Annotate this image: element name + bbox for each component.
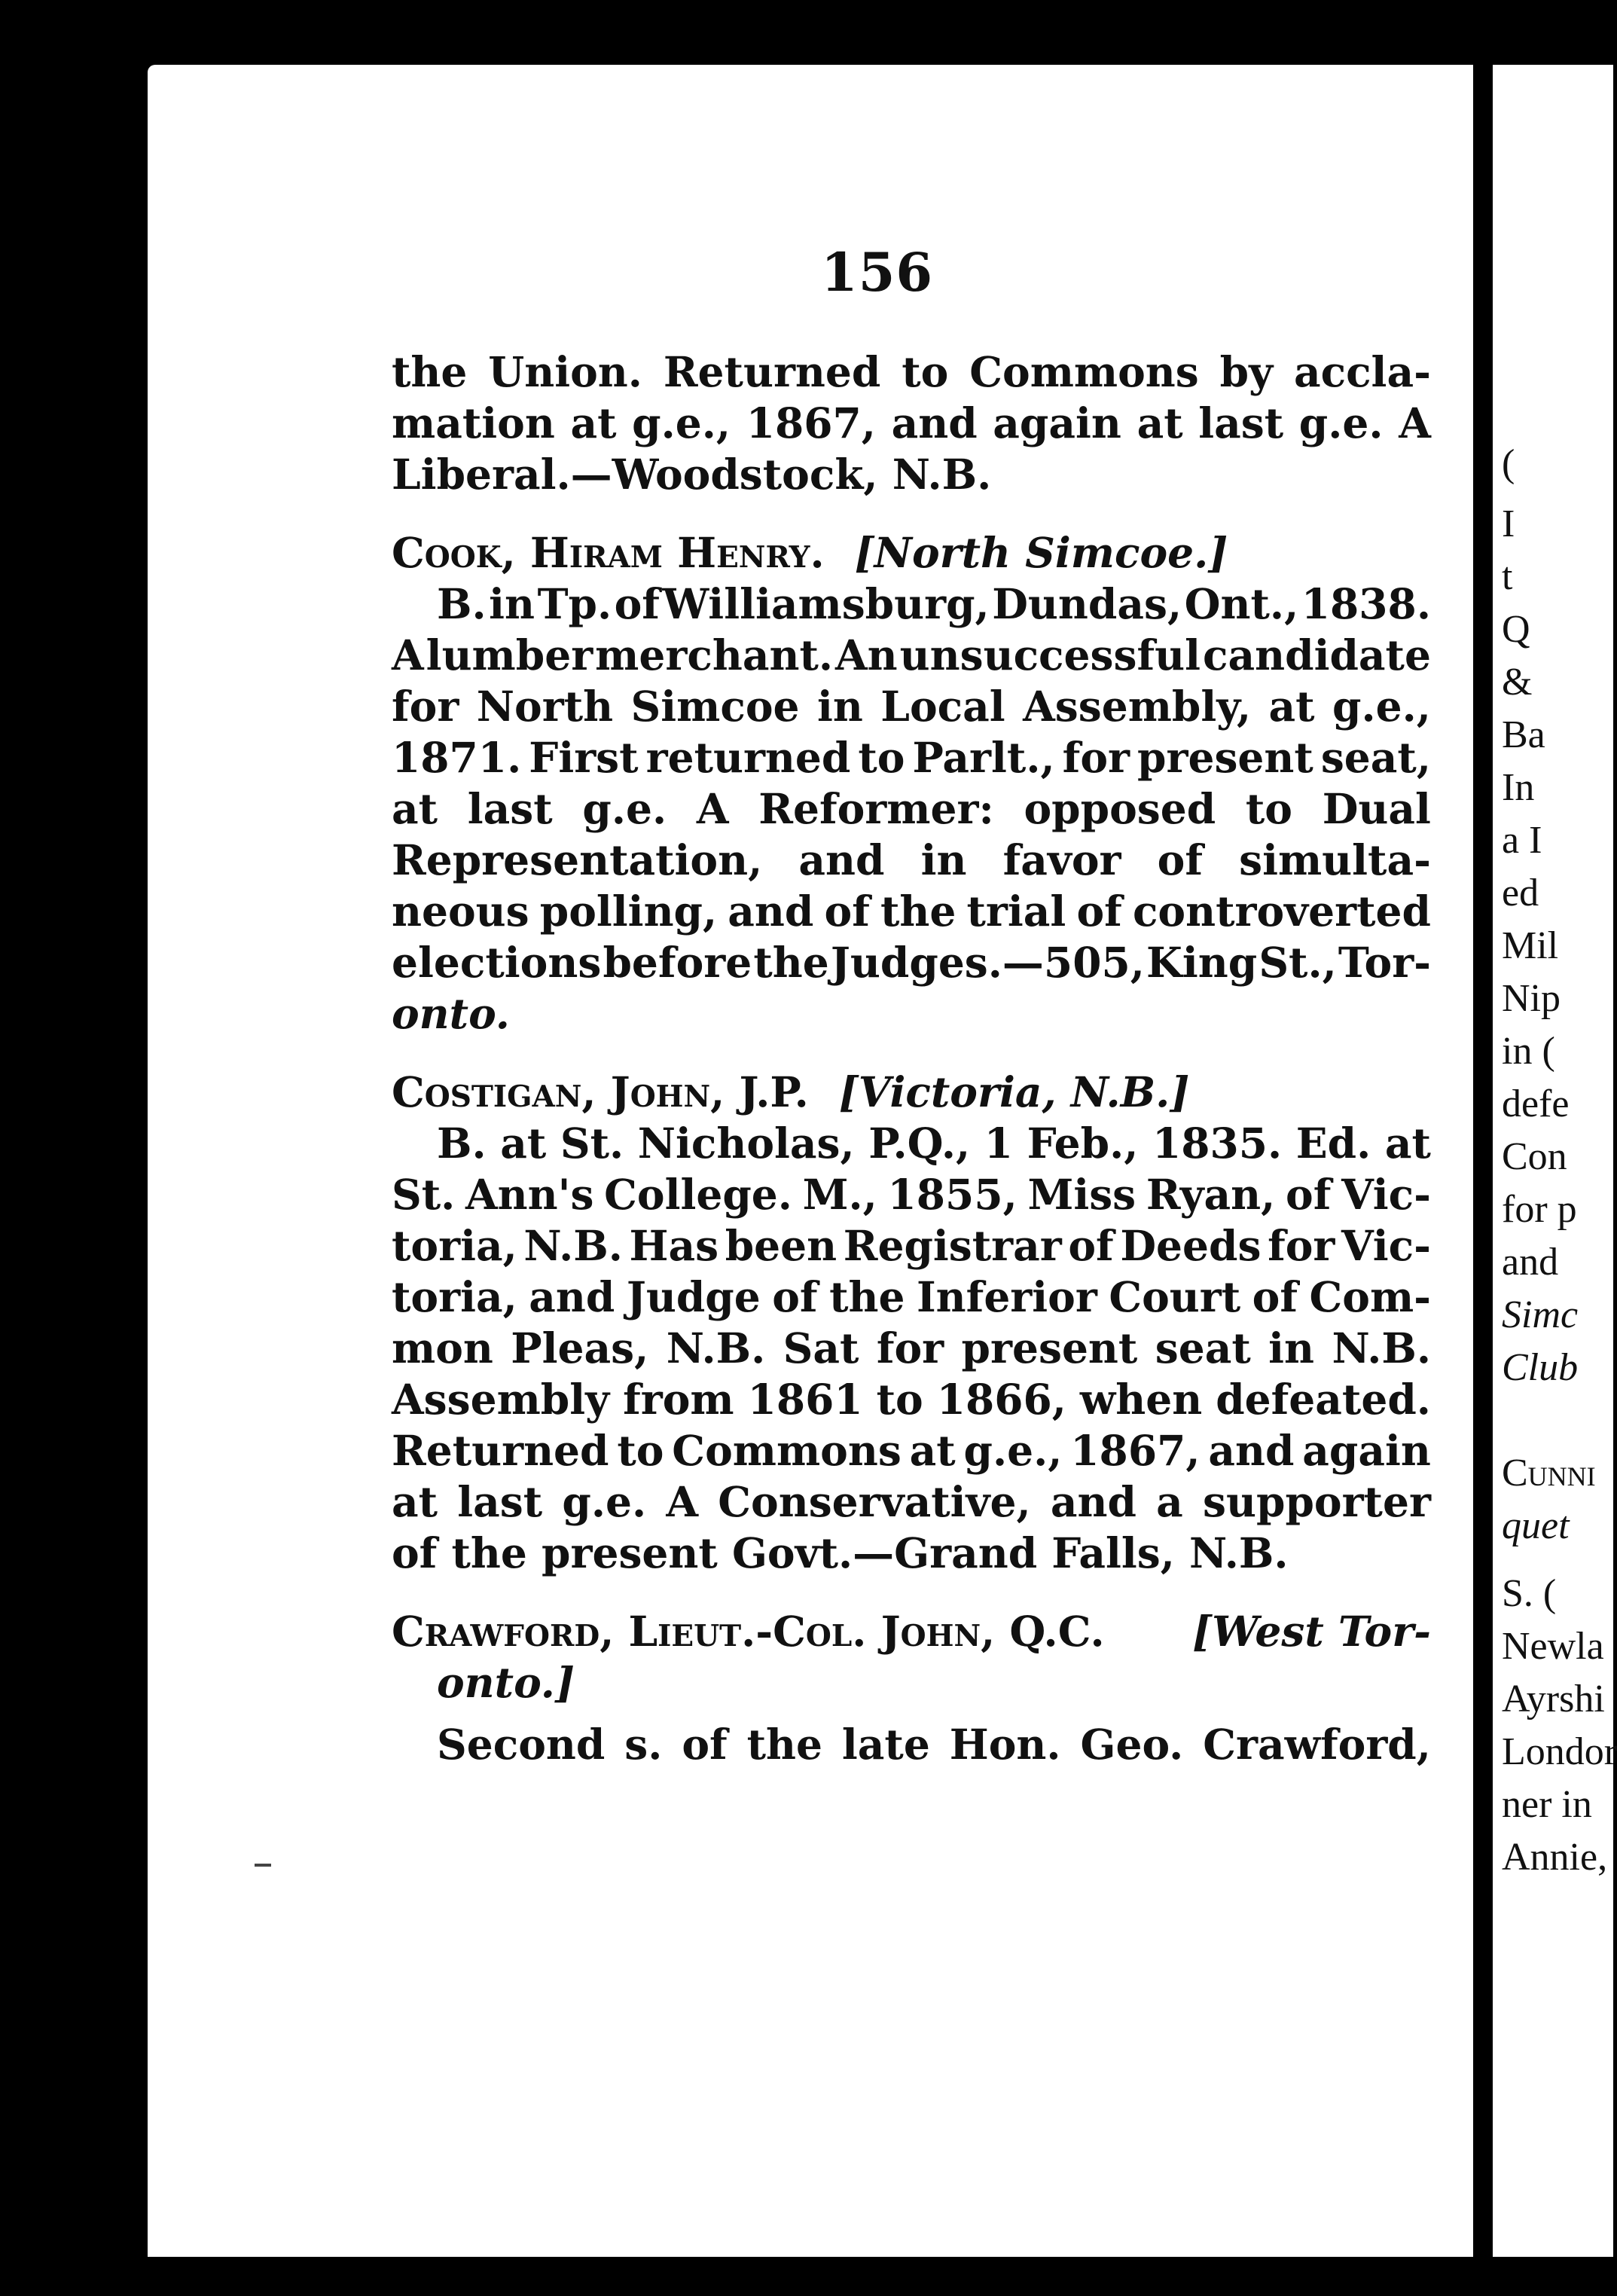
facing-page-fragment: In xyxy=(1502,766,1535,809)
facing-page-fragment: ed xyxy=(1502,872,1539,914)
facing-page-fragment: a I xyxy=(1502,819,1542,862)
member-name: Cook, Hiram Henry. xyxy=(392,528,825,577)
facing-page-fragment: I xyxy=(1502,502,1515,545)
facing-page-fragment: ner in xyxy=(1502,1783,1592,1826)
facing-page-fragment: S. ( xyxy=(1502,1572,1557,1615)
facing-page-fragment: ( xyxy=(1502,442,1515,485)
text-line: B. in Tp. of Williamsburg, Dundas, Ont., 1838. xyxy=(437,579,1431,628)
member-name: Crawford, Lieut.-Col. John, Q.C. xyxy=(392,1607,1105,1656)
facing-page-fragment: Ba xyxy=(1502,713,1545,756)
facing-page-fragment: and xyxy=(1502,1241,1559,1284)
facing-page-fragment: quet xyxy=(1502,1504,1570,1547)
text-line: neous polling, and of the trial of controverted xyxy=(392,887,1431,936)
facing-page-fragment: Londor xyxy=(1502,1730,1617,1773)
text-line: onto. xyxy=(392,989,510,1038)
text-line: Liberal.—Woodstock, N.B. xyxy=(392,450,992,499)
facing-page-fragment: Q xyxy=(1502,608,1530,651)
constituency: [Victoria, N.B.] xyxy=(838,1067,1190,1116)
entry-heading-costigan xyxy=(392,1067,1431,1118)
text-line: B. at St. Nicholas, P.Q., 1 Feb., 1835. Ed. at xyxy=(437,1119,1431,1168)
facing-page-fragment: for p xyxy=(1502,1188,1577,1231)
text-line: of the present Govt.—Grand Falls, N.B. xyxy=(392,1528,1289,1577)
facing-page-fragment: Nip xyxy=(1502,977,1561,1020)
member-name: Costigan, John, J.P. xyxy=(392,1067,809,1116)
facing-page-fragment: Newla xyxy=(1502,1625,1604,1668)
facing-page-fragment: in ( xyxy=(1502,1030,1555,1073)
text-line: St. Ann's College. M., 1855, Miss Ryan, of Vic- xyxy=(392,1170,1431,1219)
page-text xyxy=(392,347,1431,1770)
facing-page-fragment: defe xyxy=(1502,1082,1570,1125)
text-line: the Union. Returned to Commons by accla- xyxy=(392,347,1431,396)
text-line: A lumber merchant. An unsuccessful candidate xyxy=(392,630,1431,679)
text-line: Representation, and in favor of simulta- xyxy=(392,835,1431,884)
facing-page-fragment: Simc xyxy=(1502,1293,1579,1336)
constituency: [West Tor- xyxy=(1192,1607,1431,1656)
entry-heading-crawford xyxy=(392,1606,1431,1657)
text-line: mon Pleas, N.B. Sat for present seat in N.B. xyxy=(392,1324,1431,1372)
text-line: elections before the Judges.—505, King St., Tor- xyxy=(392,938,1431,987)
text-line: mation at g.e., 1867, and again at last g.e. A xyxy=(392,398,1431,447)
facing-page-fragment: Con xyxy=(1502,1135,1567,1178)
text-line: Second s. of the late Hon. Geo. Crawford, xyxy=(437,1720,1431,1769)
facing-page-fragment: Ayrshi xyxy=(1502,1678,1605,1720)
facing-page-fragment: t xyxy=(1502,555,1513,598)
text-line: onto.] xyxy=(437,1658,575,1707)
facing-page-fragment: Club xyxy=(1502,1346,1579,1389)
text-line: toria, N.B. Has been Registrar of Deeds for Vic- xyxy=(392,1221,1431,1270)
text-line: Assembly from 1861 to 1866, when defeated. xyxy=(392,1375,1431,1424)
constituency: [North Simcoe.] xyxy=(854,528,1228,577)
facing-page-fragment: Cunni xyxy=(1502,1452,1596,1495)
facing-page-edge xyxy=(1493,65,1617,2257)
margin-mark xyxy=(255,1864,271,1867)
text-line: toria, and Judge of the Inferior Court of Com- xyxy=(392,1272,1431,1321)
entry-heading-cook xyxy=(392,527,1431,579)
text-line: 1871. First returned to Parlt., for present seat, xyxy=(392,733,1431,782)
facing-page-fragment: & xyxy=(1502,661,1533,704)
text-line: for North Simcoe in Local Assembly, at g.e., xyxy=(392,682,1431,731)
page-number: 156 xyxy=(821,241,934,304)
text-line: at last g.e. A Conservative, and a supporter xyxy=(392,1477,1431,1526)
text-line: at last g.e. A Reformer: opposed to Dual xyxy=(392,784,1431,833)
facing-page-fragment: Mil xyxy=(1502,924,1559,967)
text-line: Returned to Commons at g.e., 1867, and again xyxy=(392,1426,1431,1475)
facing-page-fragment: Annie, xyxy=(1502,1836,1608,1879)
